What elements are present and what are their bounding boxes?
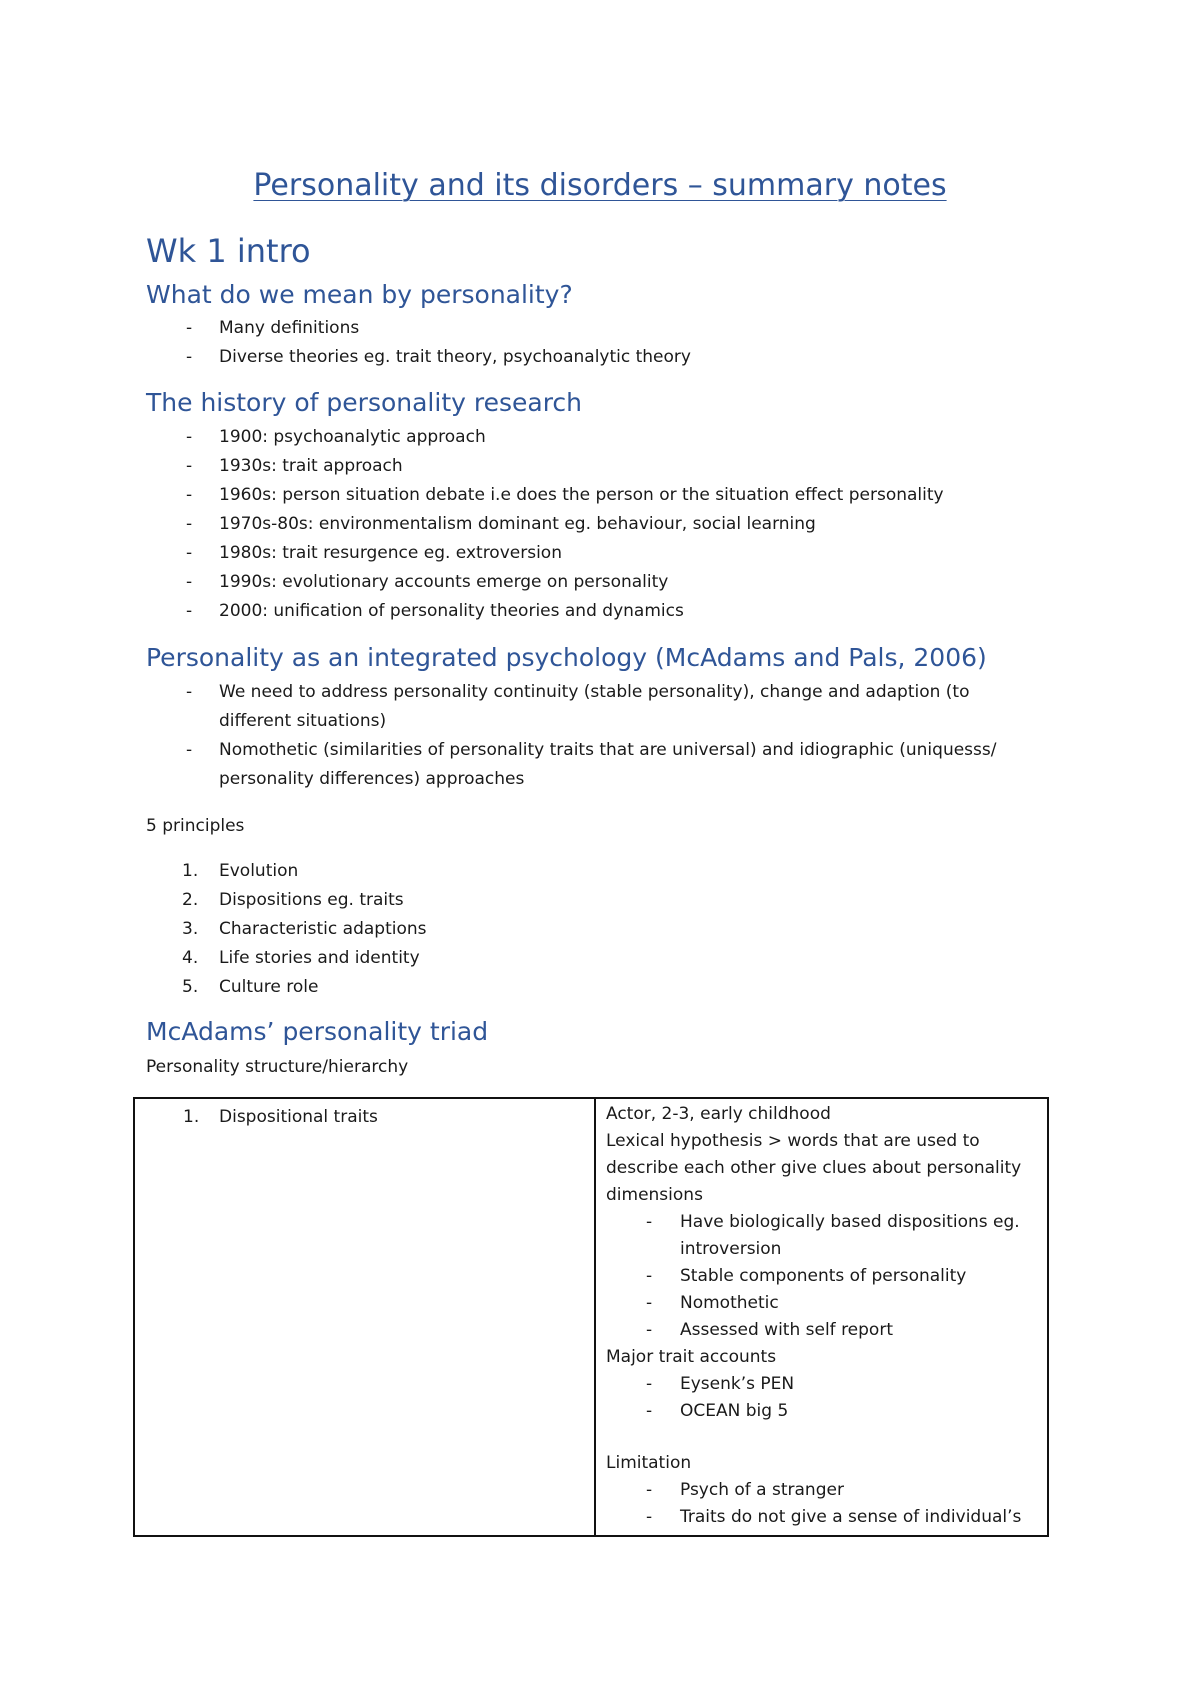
integrated-list — [146, 678, 1046, 794]
description-line: Actor, 2-3, early childhood — [606, 1104, 831, 1124]
section-heading-triad: McAdams’ personality triad — [146, 1017, 489, 1046]
principles-label: 5 principles — [146, 816, 245, 836]
history-list — [146, 423, 1046, 626]
list-item: 2. Dispositions eg. traits — [182, 890, 404, 910]
week-heading: Wk 1 intro — [146, 232, 311, 270]
list-item: - 1900: psychoanalytic approach — [186, 427, 486, 447]
list-item: - OCEAN big 5 — [646, 1401, 789, 1421]
list-item: - 2000: unification of personality theories and dynamics — [186, 601, 684, 621]
section-heading-history: The history of personality research — [146, 388, 583, 417]
description-line: Major trait accounts — [606, 1347, 777, 1367]
list-item: - 1990s: evolutionary accounts emerge on personality — [186, 572, 669, 592]
personality-meaning-list — [146, 314, 1046, 372]
list-item: - Diverse theories eg. trait theory, psychoanalytic theory — [186, 347, 691, 367]
document-title: Personality and its disorders – summary notes — [253, 168, 947, 203]
table-cell-trait: 1. Dispositional traits — [134, 1098, 595, 1536]
list-item: - We need to address personality continuity (stable personality), change and adaption (to different situations) — [186, 682, 970, 731]
triad-table — [133, 1097, 1049, 1537]
list-item: - 1960s: person situation debate i.e does the person or the situation effect personality — [186, 485, 944, 505]
section-heading-integrated: Personality as an integrated psychology (McAdams and Pals, 2006) — [146, 643, 987, 672]
list-item: 3. Characteristic adaptions — [182, 919, 427, 939]
list-item: - Nomothetic — [646, 1293, 779, 1313]
list-item: - Stable components of personality — [646, 1266, 967, 1286]
trait-label: Dispositional traits — [219, 1107, 378, 1127]
list-item: - Have biologically based dispositions eg. introversion — [646, 1212, 1020, 1259]
list-item: - Many definitions — [186, 318, 360, 338]
list-item: - 1980s: trait resurgence eg. extroversion — [186, 543, 562, 563]
triad-subheading: Personality structure/hierarchy — [146, 1057, 409, 1077]
list-item: - Assessed with self report — [646, 1320, 893, 1340]
principles-list — [146, 857, 1046, 1002]
table-cell-description — [595, 1098, 1048, 1536]
list-item: - 1970s-80s: environmentalism dominant eg. behaviour, social learning — [186, 514, 816, 534]
list-item: - Psych of a stranger — [646, 1480, 844, 1500]
table-row — [134, 1098, 1048, 1536]
list-item: 1. Evolution — [182, 861, 299, 881]
list-item: - Traits do not give a sense of individual’s — [646, 1507, 1022, 1527]
list-item: - 1930s: trait approach — [186, 456, 403, 476]
section-heading-personality-meaning: What do we mean by personality? — [146, 280, 573, 309]
description-line: Limitation — [606, 1453, 692, 1473]
list-item: - Nomothetic (similarities of personality traits that are universal) and idiographic (uniquesss/ personality differences) approaches — [186, 740, 997, 789]
list-item: 4. Life stories and identity — [182, 948, 420, 968]
list-item: - Eysenk’s PEN — [646, 1374, 795, 1394]
description-line: Lexical hypothesis > words that are used to describe each other give clues about personality dimensions — [606, 1131, 1022, 1205]
list-item: 5. Culture role — [182, 977, 319, 997]
